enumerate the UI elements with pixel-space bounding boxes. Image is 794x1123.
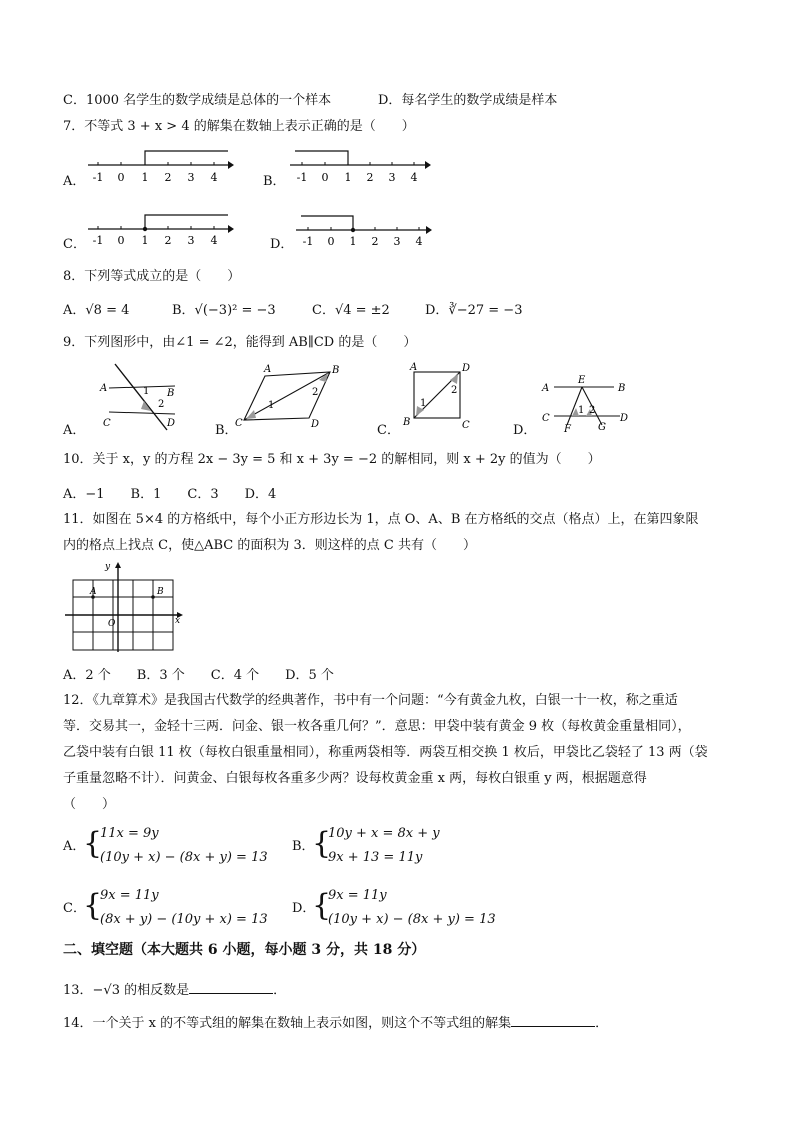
brace-icon: { — [83, 888, 103, 923]
q12-option-d-label: D． — [292, 901, 316, 916]
tick-label: 2 — [366, 171, 374, 184]
tick-label: -1 — [92, 234, 104, 247]
q12-option-c-eq2: (8x + y) − (10y + x) = 13 — [100, 912, 268, 927]
q11-grid-figure — [63, 560, 188, 655]
q7-number-line-c — [88, 210, 233, 250]
tick-label: 4 — [410, 171, 418, 184]
q9-figure-b — [232, 360, 342, 430]
q8-option-b: B．√(−3)² = −3 — [172, 303, 276, 318]
q9-label-c: C． — [377, 423, 400, 438]
svg-text:G: G — [598, 422, 606, 433]
q9-stem: 9．下列图形中，由∠1 = ∠2，能得到 AB∥CD 的是（ ） — [63, 335, 417, 350]
q12-option-b-label: B． — [292, 839, 315, 854]
q12-line-1: 12．《九章算术》是我国古代数学的经典著作，书中有一个问题：“今有黄金九枚，白银一十一枚，称之重适 — [63, 693, 678, 708]
svg-text:F: F — [564, 424, 571, 435]
tick-label: 3 — [187, 171, 195, 184]
tick-label: 0 — [327, 235, 335, 248]
q9-figure-d — [540, 372, 635, 435]
q12-option-a-eq1: 11x = 9y — [100, 826, 159, 841]
q10-stem: 10．关于 x，y 的方程 2x − 3y = 5 和 x + 3y = −2 的解相同，则 x + 2y 的值为（ ） — [63, 452, 601, 467]
tick-label: 4 — [210, 171, 218, 184]
q12-option-b-eq1: 10y + x = 8x + y — [328, 826, 440, 841]
q12-option-d-eq2: (10y + x) − (8x + y) = 13 — [328, 912, 496, 927]
q10-options: A．−1 B．1 C．3 D．4 — [63, 487, 277, 502]
svg-text:A: A — [542, 383, 550, 394]
q11-stem-1: 11．如图在 5×4 的方格纸中，每个小正方形边长为 1，点 O、A、B 在方格纸的交点（格点）上，在第四象限 — [63, 512, 699, 527]
svg-text:2: 2 — [451, 385, 458, 396]
q8-option-c: C．√4 = ±2 — [312, 303, 390, 318]
tick-label: 1 — [141, 171, 149, 184]
svg-text:E: E — [578, 375, 586, 386]
q12-option-b-eq2: 9x + 13 = 11y — [328, 850, 423, 865]
svg-text:A: A — [410, 362, 418, 373]
svg-text:D: D — [462, 363, 471, 374]
q13-answer-blank[interactable] — [189, 980, 273, 994]
q12-option-a-label: A． — [63, 839, 86, 854]
q6-option-d: D．每名学生的数学成绩是样本 — [378, 93, 558, 108]
q7-number-line-b — [290, 148, 435, 188]
q12-option-a-eq2: (10y + x) − (8x + y) = 13 — [100, 850, 268, 865]
q8-option-d: D．∛−27 = −3 — [425, 303, 523, 318]
tick-label: 0 — [117, 234, 125, 247]
svg-text:2: 2 — [589, 405, 596, 416]
q9-figure-a — [95, 362, 185, 432]
svg-text:A: A — [100, 383, 108, 394]
svg-text:B: B — [403, 417, 411, 428]
svg-text:A: A — [90, 587, 97, 597]
q14 — [63, 1013, 608, 1032]
tick-label: -1 — [302, 235, 314, 248]
q12-line-4: 子重量忽略不计）．问黄金、白银每枚各重多少两？设每枚黄金重 x 两，每枚白银重 y 两，根据题意得 — [63, 771, 647, 786]
svg-text:C: C — [542, 413, 550, 424]
svg-text:2: 2 — [158, 399, 165, 410]
svg-text:D: D — [620, 413, 629, 424]
q12-option-c-eq1: 9x = 11y — [100, 888, 159, 903]
svg-text:O: O — [108, 619, 116, 629]
tick-label: 3 — [388, 171, 396, 184]
svg-text:C: C — [103, 418, 111, 429]
svg-text:B: B — [332, 365, 340, 376]
q9-figure-c — [400, 362, 475, 431]
q11-stem-2: 内的格点上找点 C，使△ABC 的面积为 3．则这样的点 C 共有（ ） — [63, 538, 476, 553]
q9-label-d: D． — [513, 423, 537, 438]
tick-label: 2 — [164, 171, 172, 184]
svg-text:x: x — [175, 616, 181, 626]
q12-line-5: （ ） — [63, 797, 116, 812]
tick-label: 1 — [141, 234, 149, 247]
svg-text:2: 2 — [312, 387, 319, 398]
tick-label: -1 — [92, 171, 104, 184]
q7-number-line-a — [88, 148, 233, 188]
q13-prefix: 13．−√3 的相反数是 — [63, 983, 190, 998]
tick-label: 0 — [321, 171, 329, 184]
q7-label-d: D． — [270, 237, 294, 252]
q12-line-2: 等．交易其一，金轻十三两．问金、银一枚各重几何？”．意思：甲袋中装有黄金 9 枚（每枚黄金重量相同）， — [63, 719, 691, 734]
q14-suffix: ． — [595, 1016, 609, 1031]
svg-text:B: B — [167, 388, 175, 399]
svg-text:C: C — [235, 418, 243, 429]
q7-label-a: A． — [63, 174, 86, 189]
q12-option-c-label: C． — [63, 901, 86, 916]
tick-label: 4 — [210, 234, 218, 247]
tick-label: 4 — [415, 235, 423, 248]
svg-text:y: y — [105, 562, 111, 572]
q8-stem: 8．下列等式成立的是（ ） — [63, 269, 241, 284]
q9-label-a: A． — [63, 423, 86, 438]
q14-prefix: 14．一个关于 x 的不等式组的解集在数轴上表示如图，则这个不等式组的解集 — [63, 1016, 512, 1031]
tick-label: 3 — [187, 234, 195, 247]
svg-text:B: B — [157, 587, 164, 597]
brace-icon: { — [83, 826, 103, 861]
svg-text:C: C — [462, 420, 470, 431]
q7-label-c: C． — [63, 237, 86, 252]
tick-label: 0 — [117, 171, 125, 184]
brace-icon: { — [312, 888, 332, 923]
q7-number-line-d — [296, 212, 441, 252]
svg-text:A: A — [264, 364, 272, 375]
q11-options: A．2 个 B．3 个 C．4 个 D．5 个 — [63, 668, 334, 683]
tick-label: 2 — [371, 235, 379, 248]
svg-text:1: 1 — [578, 405, 585, 416]
tick-label: 1 — [349, 235, 357, 248]
tick-label: 3 — [393, 235, 401, 248]
q14-answer-blank[interactable] — [511, 1013, 595, 1027]
svg-text:D: D — [167, 418, 176, 429]
svg-text:1: 1 — [420, 398, 427, 409]
q12-line-3: 乙袋中装有白银 11 枚（每枚白银重量相同），称重两袋相等．两袋互相交换 1 枚后，甲袋比乙袋轻了 13 两（袋 — [63, 745, 708, 760]
q7-stem: 7．不等式 3 + x > 4 的解集在数轴上表示正确的是（ ） — [63, 119, 415, 134]
svg-text:1: 1 — [268, 400, 275, 411]
q7-label-b: B． — [263, 174, 286, 189]
svg-text:1: 1 — [143, 386, 150, 397]
q13 — [63, 980, 286, 999]
q12-option-d-eq1: 9x = 11y — [328, 888, 387, 903]
q6-option-c: C．1000 名学生的数学成绩是总体的一个样本 — [63, 93, 332, 108]
tick-label: 1 — [344, 171, 352, 184]
q13-suffix: ． — [273, 983, 287, 998]
svg-text:B: B — [618, 383, 626, 394]
section-2-title: 二、填空题（本大题共 6 小题，每小题 3 分，共 18 分） — [63, 942, 426, 958]
q8-option-a: A．√8 = 4 — [63, 303, 130, 318]
svg-text:D: D — [311, 419, 320, 430]
tick-label: -1 — [296, 171, 308, 184]
brace-icon: { — [312, 826, 332, 861]
tick-label: 2 — [164, 234, 172, 247]
q9-label-b: B． — [215, 423, 238, 438]
